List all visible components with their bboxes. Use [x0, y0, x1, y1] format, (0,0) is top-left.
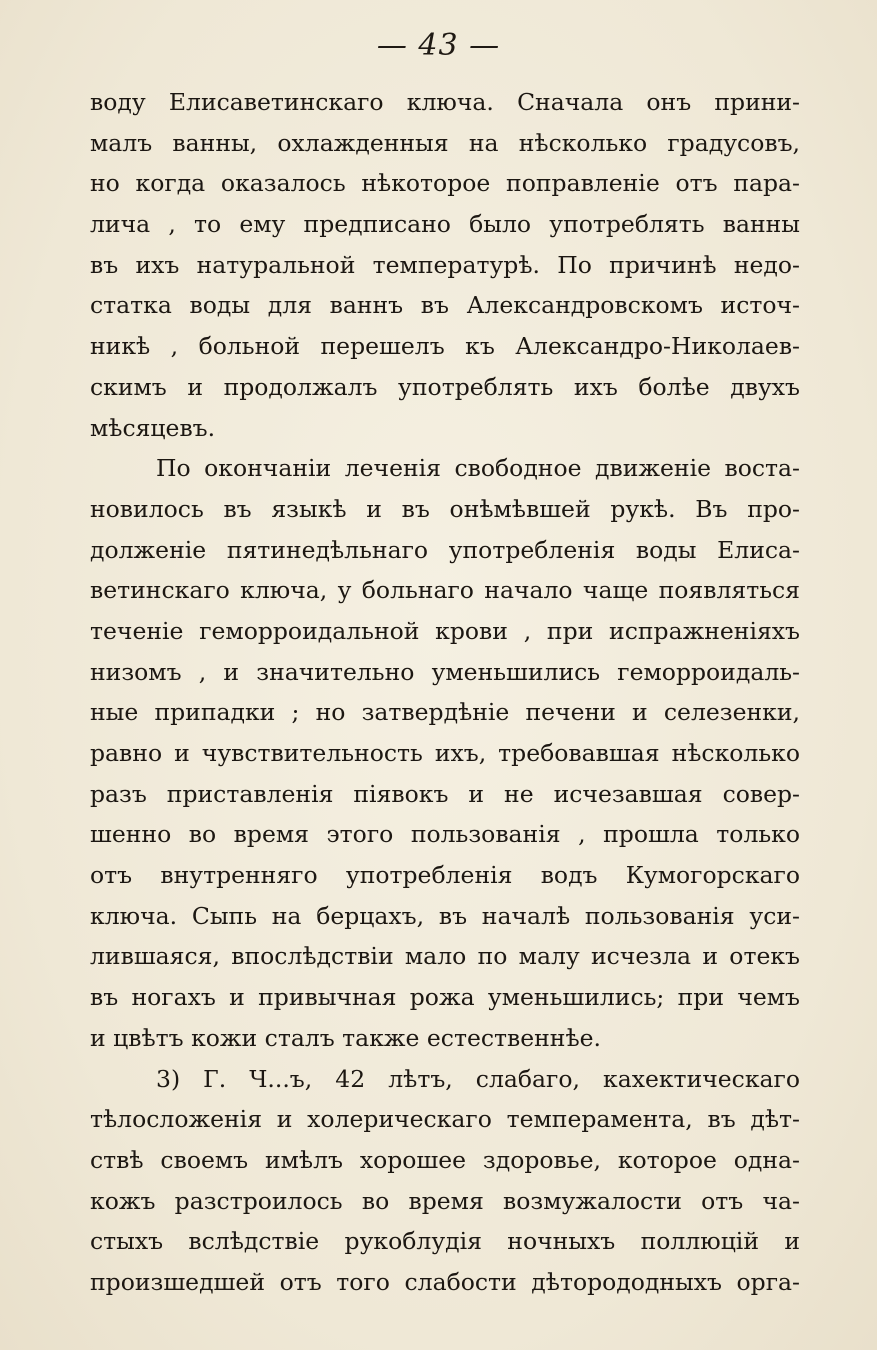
text-line: лича , то ему предписано было употреблять ванны: [90, 210, 800, 239]
text-line: стыхъ вслѣдствіе рукоблудія ночныхъ поллюцій и: [90, 1227, 800, 1256]
text-line: воду Елисаветинскаго ключа. Сначала онъ прини-: [90, 88, 800, 116]
text-line: шенно во время этого пользованія , прошла только: [90, 820, 800, 849]
text-line: 3) Г. Ч...ъ, 42 лѣтъ, слабаго, кахектическаго: [156, 1064, 800, 1093]
text-line: ствѣ своемъ имѣлъ хорошее здоровье, которое одна-: [90, 1145, 800, 1174]
text-line: статка воды для ваннъ въ Александровскомъ источ-: [90, 291, 800, 320]
text-line: ветинскаго ключа, у больнаго начало чаще появляться: [90, 576, 800, 605]
page-number: — 43 —: [376, 28, 501, 63]
text-line: мѣсяцевъ.: [90, 413, 216, 442]
text-line: и цвѣтъ кожи сталъ также естественнѣе.: [90, 1023, 602, 1052]
text-line: лившаяся, впослѣдствіи мало по малу исчезла и отекъ: [90, 942, 800, 971]
text-line: ные припадки ; но затвердѣніе печени и селезенки,: [90, 698, 800, 727]
text-line: кожъ разстроилось во время возмужалости отъ ча-: [90, 1186, 800, 1215]
text-line: разъ приставленія піявокъ и не исчезавшая совер-: [90, 779, 800, 808]
text-line: теченіе геморроидальной крови , при испражненіяхъ: [90, 616, 800, 645]
text-line: тѣлосложенія и холерическаго темперамента, въ дѣт-: [90, 1105, 800, 1134]
text-line: въ ихъ натуральной температурѣ. По причинѣ недо-: [90, 250, 800, 279]
text-line: произшедшей отъ того слабости дѣторододныхъ орга-: [90, 1267, 800, 1296]
text-line: малъ ванны, охлажденныя на нѣсколько градусовъ,: [90, 128, 800, 157]
text-line: скимъ и продолжалъ употреблять ихъ болѣе двухъ: [90, 372, 800, 401]
text-line: въ ногахъ и привычная рожа уменьшились; при чемъ: [90, 983, 800, 1012]
text-line: отъ внутренняго употребленія водъ Кумогорскаго: [90, 861, 800, 890]
text-line: долженіе пятинедѣльнаго употребленія воды Елиса-: [90, 535, 800, 564]
text-line: низомъ , и значительно уменьшились геморроидаль-: [90, 657, 800, 686]
text-line: равно и чувствительность ихъ, требовавшая нѣсколько: [90, 739, 800, 767]
text-line: новилось въ языкѣ и въ онѣмѣвшей рукѣ. Въ про-: [90, 494, 800, 523]
body-text: [90, 82, 800, 1303]
text-line: ключа. Сыпь на берцахъ, въ началѣ пользованія уси-: [90, 901, 800, 930]
text-line: но когда оказалось нѣкоторое поправленіе отъ пара-: [90, 169, 800, 198]
text-line: По окончаніи леченія свободное движеніе воста-: [156, 454, 800, 483]
text-line: никѣ , больной перешелъ къ Александро-Николаев-: [90, 332, 800, 361]
